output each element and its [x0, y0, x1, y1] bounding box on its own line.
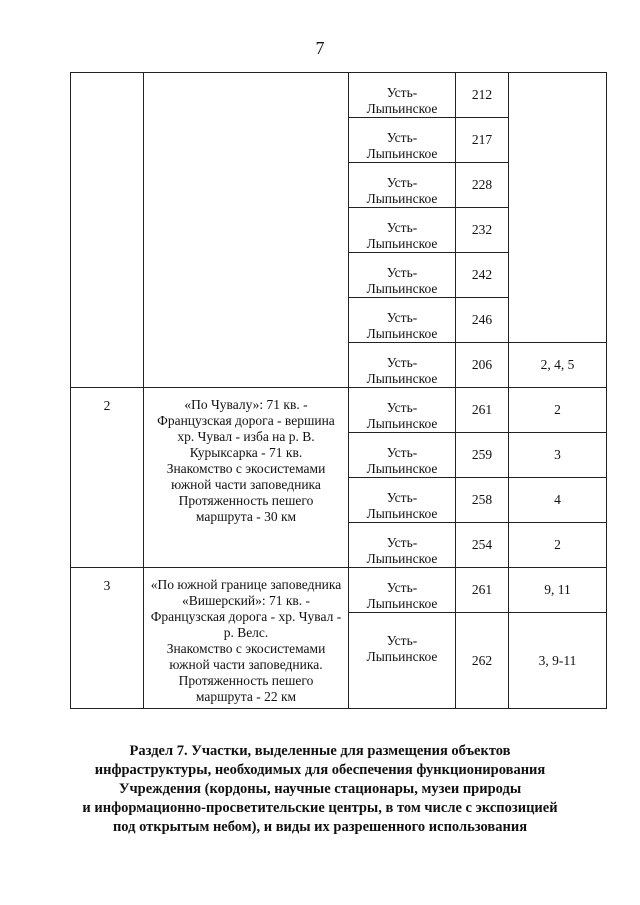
route-description-line: Протяженность пешего [178, 493, 314, 508]
forestry-text: Усть- Лыпьинское [366, 85, 438, 116]
forestry-text: Усть- Лыпьинское [366, 400, 438, 431]
forestry-cell [349, 478, 456, 523]
route-description-line: южной части заповедника [171, 477, 321, 492]
forestry-text: Усть- Лыпьинское [366, 535, 438, 566]
quarter-cell: 261 [456, 568, 509, 613]
forestry-text: Усть- Лыпьинское [366, 265, 438, 296]
allotments-cell: 3 [509, 433, 607, 478]
page-number: 7 [315, 38, 325, 58]
allotments-cell: 4 [509, 478, 607, 523]
quarter-cell: 206 [456, 343, 509, 388]
quarter-cell: 212 [456, 73, 509, 118]
forestry-text: Усть- Лыпьинское [366, 580, 438, 611]
route-description-cell [144, 568, 349, 709]
route-description-line: «Вишерский»: 71 кв. - [181, 593, 311, 608]
allotments-cell: 2 [509, 388, 607, 433]
section-heading-line: Учреждения (кордоны, научные стационары, музеи природы [118, 781, 522, 797]
quarter-cell: 246 [456, 298, 509, 343]
section-heading-line: Раздел 7. Участки, выделенные для размещения объектов [129, 743, 511, 759]
quarter-cell: 242 [456, 253, 509, 298]
forestry-cell [349, 208, 456, 253]
route-description-line: хр. Чувал - изба на р. В. [177, 429, 315, 444]
quarter-cell: 262 [456, 613, 509, 709]
route-description-line: «По Чувалу»: 71 кв. - [184, 397, 308, 412]
forestry-cell [349, 523, 456, 568]
forestry-cell [349, 253, 456, 298]
route-description-line: маршрута - 22 км [195, 689, 297, 704]
route-number-cell: 3 [71, 568, 144, 709]
forestry-cell [349, 613, 456, 709]
table-row [71, 73, 607, 118]
forestry-text: Усть- Лыпьинское [366, 310, 438, 341]
forestry-text: Усть- Лыпьинское [366, 355, 438, 386]
forestry-cell [349, 388, 456, 433]
route-description-line: маршрута - 30 км [195, 509, 297, 524]
route-description-cell [144, 388, 349, 568]
forestry-text: Усть- Лыпьинское [366, 445, 438, 476]
forestry-text: Усть- Лыпьинское [366, 130, 438, 161]
route-number-cell [71, 73, 144, 388]
quarter-cell: 258 [456, 478, 509, 523]
section-heading-line: и информационно-просветительские центры, в том числе с экспозицией [82, 800, 558, 816]
forestry-cell [349, 298, 456, 343]
table-row [71, 568, 607, 613]
allotments-cell [509, 73, 607, 343]
route-number-cell: 2 [71, 388, 144, 568]
quarter-cell: 232 [456, 208, 509, 253]
forestry-cell [349, 73, 456, 118]
allotments-cell: 2, 4, 5 [509, 343, 607, 388]
route-description-line: Протяженность пешего [178, 673, 314, 688]
route-description-line: южной части заповедника. [169, 657, 323, 672]
allotments-cell: 9, 11 [509, 568, 607, 613]
route-description-cell [144, 73, 349, 388]
route-description-line: Французская дорога - хр. Чувал - [150, 609, 342, 624]
route-description-line: Знакомство с экосистемами [166, 461, 326, 476]
forestry-cell [349, 568, 456, 613]
quarter-cell: 254 [456, 523, 509, 568]
route-description-line: р. Велс. [223, 625, 269, 640]
quarter-cell: 261 [456, 388, 509, 433]
allotments-cell: 3, 9-11 [509, 613, 607, 709]
section-heading-line: инфраструктуры, необходимых для обеспечения функционирования [94, 762, 546, 778]
route-description-line: Курыксарка - 71 кв. [189, 445, 303, 460]
forestry-cell [349, 433, 456, 478]
forestry-cell [349, 163, 456, 208]
route-description-line: Знакомство с экосистемами [166, 641, 326, 656]
section-heading [40, 742, 600, 837]
route-description-line: «По южной границе заповедника [150, 577, 342, 592]
forestry-text: Усть- Лыпьинское [366, 633, 438, 664]
forestry-text: Усть- Лыпьинское [366, 220, 438, 251]
forestry-cell [349, 118, 456, 163]
quarter-cell: 217 [456, 118, 509, 163]
forestry-text: Усть- Лыпьинское [366, 175, 438, 206]
section-heading-line: под открытым небом), и виды их разрешенного использования [112, 819, 528, 835]
forestry-cell [349, 343, 456, 388]
quarter-cell: 228 [456, 163, 509, 208]
table-row [71, 388, 607, 433]
quarter-cell: 259 [456, 433, 509, 478]
allotments-cell: 2 [509, 523, 607, 568]
forestry-text: Усть- Лыпьинское [366, 490, 438, 521]
route-description-line: Французская дорога - вершина [157, 413, 335, 428]
routes-table [70, 72, 607, 709]
